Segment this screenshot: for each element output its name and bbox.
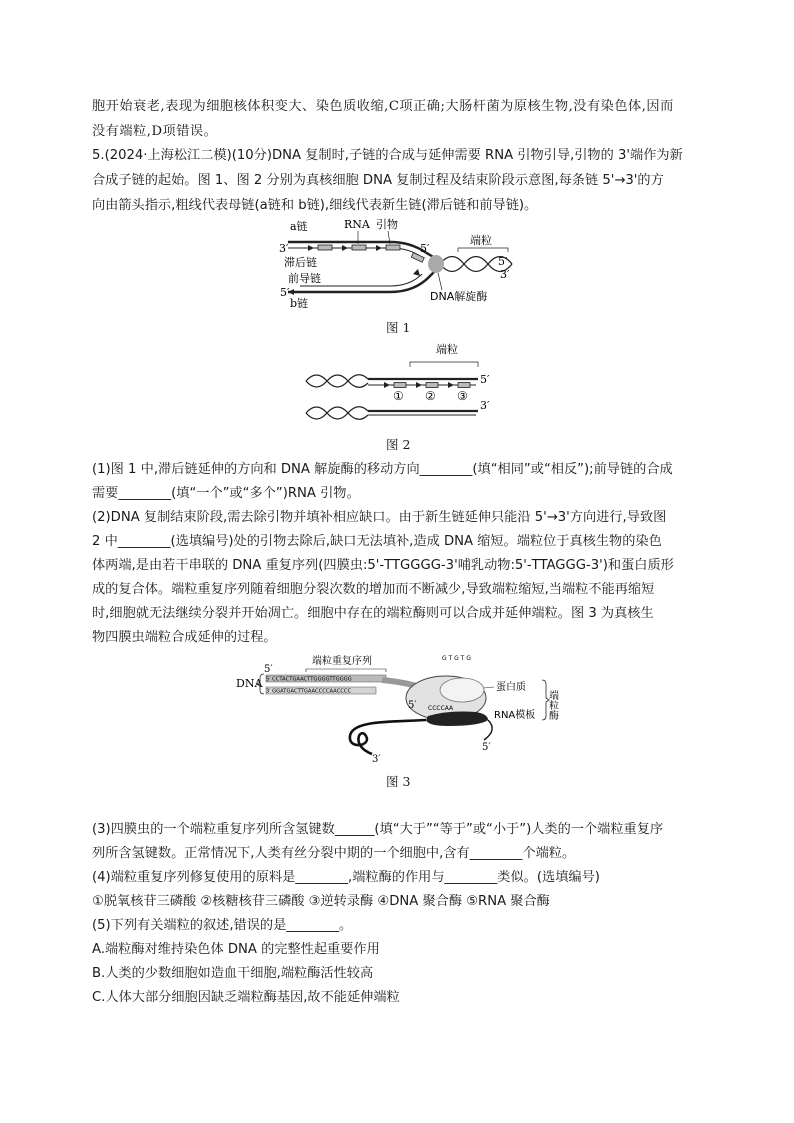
- fig2-primer-3: [458, 383, 470, 388]
- option-c: C.人体大部分细胞因缺乏端粒酶基因,故不能延伸端粒: [92, 990, 400, 1005]
- fig1-arrow-1: [308, 245, 314, 251]
- fig1-pointer-helicase: [438, 273, 442, 290]
- fig2-number-2: ②: [425, 389, 436, 403]
- option-b: B.人类的少数细胞如造血干细胞,端粒酶活性较高: [92, 966, 374, 981]
- fig2-telomere-bracket: [410, 362, 478, 367]
- fig3-label-enzyme: 端粒酶: [546, 690, 558, 720]
- fig1-5prime-mid: 5′: [420, 242, 430, 255]
- answer-text-line-1: 胞开始衰老,表现为细胞核体积变大、染色质收缩,C项正确;大肠杆菌为原核生物,没有染色体,因而: [92, 99, 674, 114]
- fig2-primer-1: [394, 383, 406, 388]
- fig3-pointer-protein: [484, 687, 494, 688]
- fig1-5prime-right: 5′: [498, 255, 508, 268]
- fig2-caption: 图 2: [386, 437, 411, 452]
- fig1-label-primer: 引物: [376, 218, 398, 231]
- q5-intro-line-3: 向由箭头指示,粗线代表母链(a链和 b链),细线代表新生链(滞后链和前导链)。: [92, 198, 538, 213]
- fig3-nucleotides: G T G T G: [442, 655, 471, 662]
- fig3-label-rna-template: RNA模板: [494, 710, 536, 721]
- fig2-label-telomere: 端粒: [436, 343, 458, 356]
- figure-1: [270, 216, 530, 308]
- q2-line-5: 时,细胞就无法继续分裂并开始凋亡。细胞中存在的端粒酶则可以合成并延伸端粒。图 3 为真核生: [92, 606, 654, 621]
- fig1-primer-1: [318, 245, 332, 250]
- q1-line-1: (1)图 1 中,滞后链延伸的方向和 DNA 解旋酶的移动方向________(填“相同”或“相反”);前导链的合成: [92, 462, 673, 477]
- q2-line-6: 物四膜虫端粒合成延伸的过程。: [92, 630, 277, 645]
- fig1-label-telomere: 端粒: [470, 234, 492, 247]
- fig3-caption: 图 3: [386, 774, 411, 789]
- fig2-arrow-1: [384, 382, 390, 388]
- fig3-seq-top: 5′ CCTACTGAACTTGGGGTTGGGG: [266, 676, 352, 683]
- fig2-number-3: ③: [457, 389, 468, 403]
- fig1-label-rna: RNA: [344, 218, 370, 231]
- fig3-5prime-right: 5′: [482, 742, 491, 753]
- fig2-arrow-2: [416, 382, 422, 388]
- fig3-3prime-bottom: 3′: [372, 754, 381, 765]
- fig3-5prime-mid: 5′: [408, 700, 417, 711]
- fig1-primer-2: [352, 245, 366, 250]
- fig3-seq-bottom: 3′ GGATGACTTGAACCCCAACCCC: [266, 688, 352, 695]
- answer-text-line-2: 没有端粒,D项错误。: [92, 124, 218, 139]
- q1-line-2: 需要________(填“一个”或“多个”)RNA 引物。: [92, 486, 360, 501]
- q2-line-1: (2)DNA 复制结束阶段,需去除引物并填补相应缺口。由于新生链延伸只能沿 5'→3'方向进行,导致图: [92, 510, 667, 525]
- fig1-3prime-right: 3′: [500, 268, 510, 281]
- figure-2: [298, 343, 498, 423]
- fig3-label-repeat: 端粒重复序列: [312, 656, 372, 667]
- option-a: A.端粒酶对维持染色体 DNA 的完整性起重要作用: [92, 942, 380, 957]
- fig3-5prime-top: 5′: [264, 664, 273, 675]
- fig1-label-b: b链: [290, 297, 309, 308]
- fig1-arrow-5: [413, 269, 420, 276]
- q3-line-2: 列所含氢键数。正常情况下,人类有丝分裂中期的一个细胞中,含有________个端粒。: [92, 846, 576, 861]
- fig1-3prime-top: 3′: [279, 242, 289, 255]
- fig1-primer-3: [386, 245, 400, 250]
- fig3-tail-right: [484, 720, 492, 740]
- q2-line-3: 体两端,是由若干串联的 DNA 重复序列(四膜虫:5'-TTGGGG-3'哺乳动物:5'-TTAGGG-3')和蛋白质形: [92, 558, 674, 573]
- fig3-label-protein: 蛋白质: [496, 682, 526, 693]
- fig2-arrow-3: [448, 382, 454, 388]
- fig3-protein: [440, 678, 484, 702]
- q5-intro-line-1: 5.(2024·上海松江二模)(10分)DNA 复制时,子链的合成与延伸需要 RNA 引物引导,引物的 3'端作为新: [92, 148, 683, 163]
- figure-3: [232, 650, 572, 768]
- fig2-primer-2: [426, 383, 438, 388]
- fig3-ccccaa: CCCCAA: [428, 705, 454, 712]
- q3-line-1: (3)四膜虫的一个端粒重复序列所含氢键数______(填“大于”“等于”或“小于”)人类的一个端粒重复序: [92, 822, 664, 837]
- fig1-telomere-bracket: [458, 248, 508, 252]
- fig3-loop: [350, 720, 426, 754]
- fig1-caption: 图 1: [386, 320, 411, 335]
- fig3-label-dna: DNA: [236, 677, 263, 690]
- fig1-label-leading: 前导链: [288, 272, 321, 285]
- q5-stem: (5)下列有关端粒的叙述,错误的是________。: [92, 918, 353, 933]
- fig1-label-lagging: 滞后链: [284, 256, 317, 269]
- q4-line: (4)端粒重复序列修复使用的原料是________,端粒酶的作用与________类似。(选填编号): [92, 870, 600, 885]
- q4-options: ①脱氧核苷三磷酸 ②核糖核苷三磷酸 ③逆转录酶 ④DNA 聚合酶 ⑤RNA 聚合酶: [92, 894, 550, 909]
- fig1-arrow-2: [342, 245, 348, 251]
- fig2-5prime: 5′: [480, 373, 490, 386]
- fig1-5prime-bottom: 5′: [280, 286, 290, 299]
- q2-line-2: 2 中________(选填编号)处的引物去除后,缺口无法填补,造成 DNA 缩短。端粒位于真核生物的染色: [92, 534, 662, 549]
- fig2-3prime: 3′: [480, 399, 490, 412]
- fig3-repeat-bracket: [306, 669, 386, 672]
- fig1-label-a: a链: [290, 220, 308, 233]
- q2-line-4: 成的复合体。端粒重复序列随着细胞分裂次数的增加而不断减少,导致端粒缩短,当端粒不能再缩短: [92, 582, 655, 597]
- fig1-arrow-3: [376, 245, 382, 251]
- fig2-number-1: ①: [393, 389, 404, 403]
- fig1-helicase: [428, 255, 444, 273]
- fig1-label-helicase: DNA解旋酶: [430, 290, 488, 303]
- q5-intro-line-2: 合成子链的起始。图 1、图 2 分别为真核细胞 DNA 复制过程及结束阶段示意图,每条链 5'→3'的方: [92, 173, 664, 188]
